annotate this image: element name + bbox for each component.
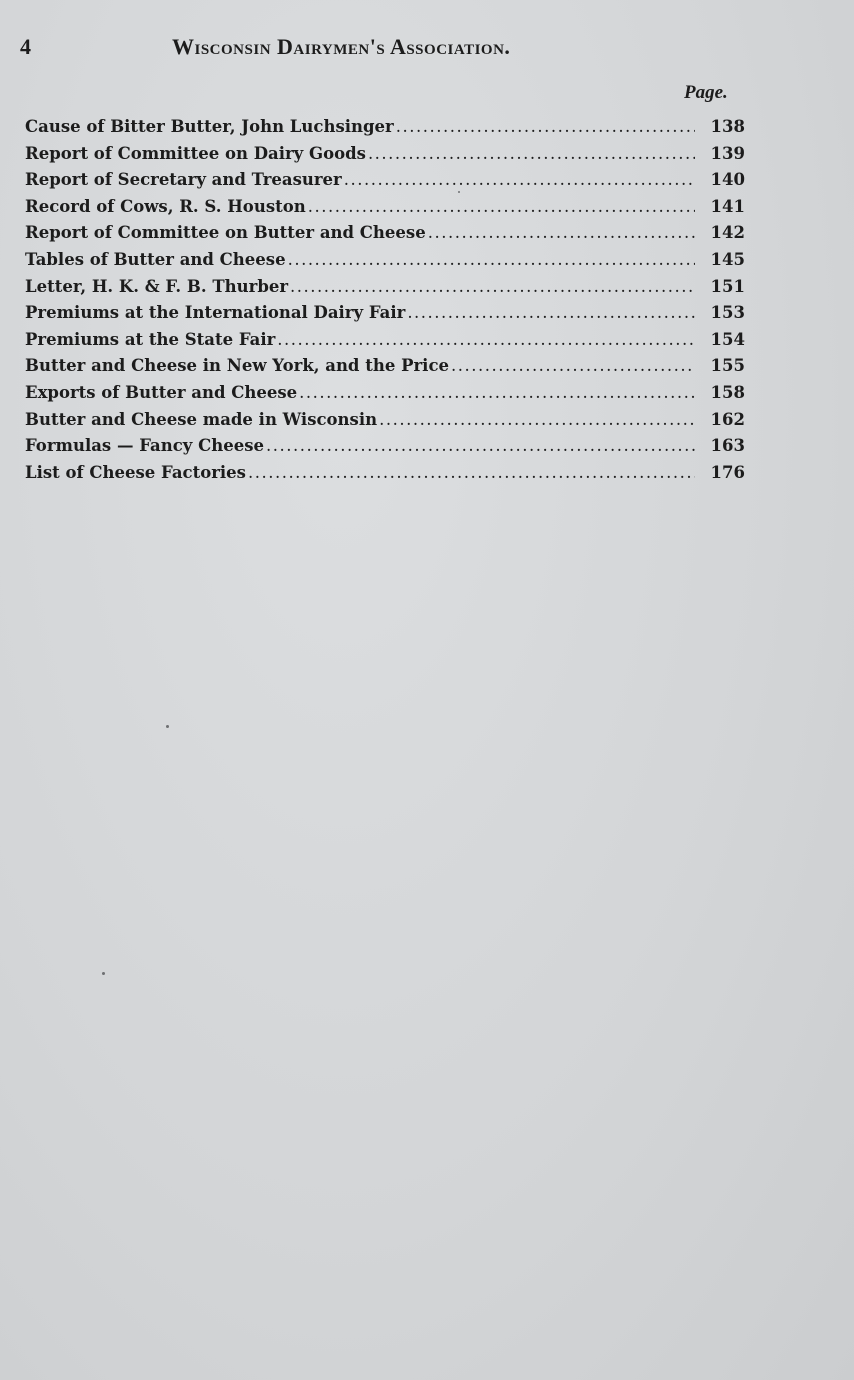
dot-leader xyxy=(451,353,695,380)
toc-entry-page: 158 xyxy=(710,382,745,402)
toc-entry-title: Report of Committee on Dairy Goods xyxy=(25,143,366,163)
toc-entry-title: Butter and Cheese made in Wisconsin xyxy=(25,409,378,429)
page-column-label: Page. xyxy=(684,82,728,103)
toc-entry xyxy=(25,141,745,168)
toc-entry-title: Report of Secretary and Treasurer xyxy=(25,170,342,190)
dot-leader xyxy=(288,247,695,274)
dot-leader xyxy=(428,220,695,247)
toc-entry xyxy=(25,300,745,327)
toc-entry xyxy=(25,274,745,301)
toc-entry-title: Record of Cows, R. S. Houston xyxy=(25,196,306,216)
page-number: 4 xyxy=(20,34,31,59)
toc-entry-page: 153 xyxy=(710,303,745,323)
dot-leader xyxy=(344,167,695,194)
toc-entry xyxy=(25,247,745,274)
toc-entry-title: Premiums at the State Fair xyxy=(25,329,276,349)
toc-entry xyxy=(25,407,745,434)
dot-leader xyxy=(248,460,695,487)
toc-entry xyxy=(25,353,745,380)
toc-entry-title: List of Cheese Factories xyxy=(25,462,246,482)
paper-speck xyxy=(166,725,169,728)
toc-entry xyxy=(25,194,745,221)
dot-leader xyxy=(368,141,695,168)
toc-entry xyxy=(25,327,745,354)
toc-entry-page: 151 xyxy=(710,276,745,296)
toc-entry-title: Formulas — Fancy Cheese xyxy=(25,436,264,456)
toc-entry-title: Letter, H. K. & F. B. Thurber xyxy=(25,276,289,296)
paper-speck xyxy=(458,191,460,193)
toc-entry-page: 139 xyxy=(710,143,745,163)
dot-leader xyxy=(379,407,695,434)
dot-leader xyxy=(299,380,695,407)
page-header xyxy=(20,34,820,60)
dot-leader xyxy=(266,433,695,460)
toc-entry-title: Cause of Bitter Butter, John Luchsinger xyxy=(25,117,394,136)
dot-leader xyxy=(308,194,695,221)
toc-entry-title: Report of Committee on Butter and Cheese xyxy=(25,223,426,243)
toc-entry-page: 142 xyxy=(710,223,745,243)
dot-leader xyxy=(396,114,695,141)
toc-entry xyxy=(25,220,745,247)
toc-entry-page: 154 xyxy=(710,329,745,349)
table-of-contents xyxy=(25,114,745,486)
toc-entry-page: 141 xyxy=(710,196,745,216)
toc-entry-title: Butter and Cheese in New York, and the Price xyxy=(25,356,449,376)
toc-entry-page: 155 xyxy=(710,356,745,376)
toc-entry xyxy=(25,167,745,194)
dot-leader xyxy=(407,300,695,327)
toc-entry xyxy=(25,380,745,407)
toc-entry xyxy=(25,433,745,460)
dot-leader xyxy=(290,274,695,301)
toc-entry-title: Exports of Butter and Cheese xyxy=(25,382,298,402)
dot-leader xyxy=(277,327,695,354)
running-title: Wisconsin Dairymen's Association. xyxy=(172,34,511,59)
toc-entry-page: 162 xyxy=(710,409,745,429)
toc-entry xyxy=(25,460,745,487)
toc-entry xyxy=(25,114,745,141)
toc-entry-page: 140 xyxy=(710,170,745,190)
toc-entry-title: Tables of Butter and Cheese xyxy=(25,249,286,269)
toc-entry-title: Premiums at the International Dairy Fair xyxy=(25,303,406,323)
toc-entry-page: 176 xyxy=(710,462,745,482)
paper-speck xyxy=(102,972,105,975)
toc-entry-page: 145 xyxy=(710,249,745,269)
toc-entry-page: 138 xyxy=(710,117,745,136)
toc-entry-page: 163 xyxy=(710,436,745,456)
